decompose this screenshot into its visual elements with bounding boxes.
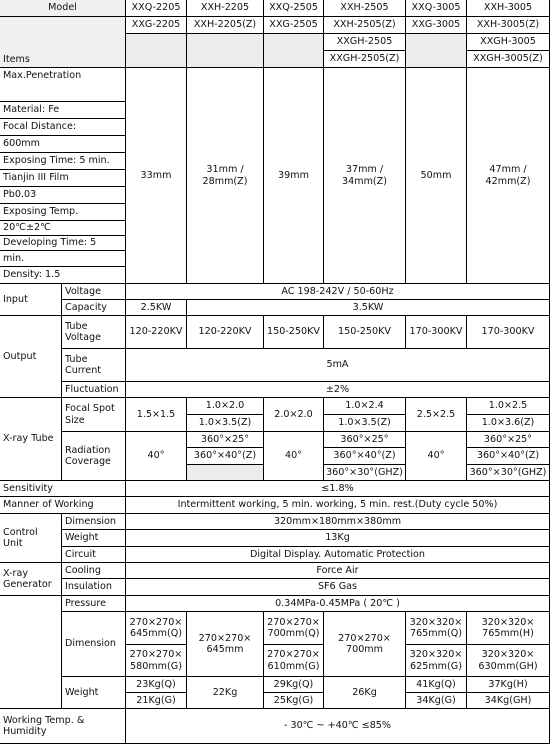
environment-label: Working Temp. & Humidity	[0, 709, 126, 744]
radiation-4b: 360°×40°(Z)	[324, 448, 406, 465]
penetration-condition: Material: Fe	[0, 102, 126, 119]
control-circuit-value: Digital Display. Automatic Protection	[126, 547, 550, 563]
control-dimension-value: 320mm×180mm×380mm	[126, 514, 550, 530]
gen-dimension-1b: 270×270× 580mm(G)	[126, 645, 187, 677]
focal-spot-3: 2.0×2.0	[264, 398, 324, 432]
gen-dimension-6b: 320×320× 630mm(GH)	[467, 645, 550, 677]
radiation-coverage-label: Radiation Coverage	[62, 432, 126, 481]
generator-dimension-label: Dimension	[62, 612, 126, 677]
focal-spot-1: 1.5×1.5	[126, 398, 187, 432]
output-tube-voltage-5: 170-300KV	[406, 316, 467, 349]
output-tube-voltage-2: 120-220KV	[187, 316, 264, 349]
penetration-value-4: 37mm / 34mm(Z)	[324, 68, 406, 284]
model-col4-c: XXGH-2505	[324, 34, 406, 51]
model-col3-b: XXG-2505	[264, 17, 324, 34]
radiation-2a: 360°×25°	[187, 432, 264, 448]
output-tube-voltage-6: 170-300KV	[467, 316, 550, 349]
model-col4-b: XXH-2505(Z)	[324, 17, 406, 34]
penetration-value-5: 50mm	[406, 68, 467, 284]
focal-spot-6b: 1.0×3.6(Z)	[467, 415, 550, 432]
penetration-condition: Tianjin III Film	[0, 170, 126, 187]
focal-spot-4b: 1.0×3.5(Z)	[324, 415, 406, 432]
output-label: Output	[0, 316, 62, 398]
environment-value: - 30℃ ~ +40℃ ≤85%	[126, 709, 550, 744]
focal-spot-2a: 1.0×2.0	[187, 398, 264, 415]
penetration-title: Max.Penetration	[0, 68, 126, 102]
focal-spot-4a: 1.0×2.4	[324, 398, 406, 415]
gen-weight-4: 26Kg	[324, 677, 406, 709]
gen-weight-1a: 23Kg(Q)	[126, 677, 187, 693]
focal-spot-5: 2.5×2.5	[406, 398, 467, 432]
penetration-value-3: 39mm	[264, 68, 324, 284]
input-capacity-value-2: 3.5KW	[187, 300, 550, 316]
gen-weight-6b: 34Kg(GH)	[467, 693, 550, 709]
model-col3-empty	[264, 34, 324, 68]
gen-dimension-5a: 320×320× 765mm(Q)	[406, 612, 467, 645]
pressure-label: Pressure	[62, 596, 126, 612]
radiation-6b: 360°×40°(Z)	[467, 448, 550, 465]
model-col6-b: XXH-3005(Z)	[467, 17, 550, 34]
gen-dimension-2: 270×270× 645mm	[187, 612, 264, 677]
input-voltage-label: Voltage	[62, 284, 126, 300]
model-col6-d: XXGH-3005(Z)	[467, 51, 550, 68]
penetration-condition: Focal Distance:	[0, 119, 126, 136]
generator-label: X-ray Generator	[0, 563, 62, 596]
gen-dimension-3b: 270×270× 610mm(G)	[264, 645, 324, 677]
model-col4-a: XXH-2505	[324, 0, 406, 17]
insulation-value: SF6 Gas	[126, 579, 550, 596]
working-label: Manner of Working	[0, 497, 126, 514]
gen-weight-3b: 25Kg(G)	[264, 693, 324, 709]
items-label: Items	[0, 17, 126, 68]
radiation-3: 40°	[264, 432, 324, 481]
gen-dimension-3a: 270×270× 700mm(Q)	[264, 612, 324, 645]
sensitivity-value: ≤1.8%	[126, 481, 550, 497]
gen-dimension-6a: 320×320× 765mm(H)	[467, 612, 550, 645]
radiation-2-empty	[187, 465, 264, 481]
radiation-6c: 360°×30°(GHZ)	[467, 465, 550, 481]
model-label: Model	[0, 0, 126, 17]
control-unit-label: Control Unit	[0, 514, 62, 563]
penetration-condition: Density: 1.5	[0, 267, 126, 284]
radiation-4a: 360°×25°	[324, 432, 406, 448]
penetration-condition: Exposing Time: 5 min.	[0, 153, 126, 170]
output-tube-voltage-4: 150-250KV	[324, 316, 406, 349]
output-tube-current-value: 5mA	[126, 349, 550, 382]
cooling-value: Force Air	[126, 563, 550, 579]
output-tube-current-label: Tube Current	[62, 349, 126, 382]
control-dimension-label: Dimension	[62, 514, 126, 530]
gen-dimension-5b: 320×320× 625mm(G)	[406, 645, 467, 677]
output-tube-voltage-1: 120-220KV	[126, 316, 187, 349]
cooling-label: Cooling	[62, 563, 126, 579]
model-col5-empty	[406, 34, 467, 68]
gen-weight-1b: 21Kg(G)	[126, 693, 187, 709]
control-circuit-label: Circuit	[62, 547, 126, 563]
output-fluctuation-value: ±2%	[126, 382, 550, 398]
control-weight-label: Weight	[62, 530, 126, 547]
input-capacity-value-1: 2.5KW	[126, 300, 187, 316]
model-col3-a: XXQ-2505	[264, 0, 324, 17]
pressure-value: 0.34MPa-0.45MPa ( 20℃ )	[126, 596, 550, 612]
penetration-condition: Pb0.03	[0, 187, 126, 204]
penetration-condition: Exposing Temp.	[0, 204, 126, 221]
model-col6-a: XXH-3005	[467, 0, 550, 17]
output-tube-voltage-3: 150-250KV	[264, 316, 324, 349]
sensitivity-label: Sensitivity	[0, 481, 126, 497]
gen-dimension-4: 270×270× 700mm	[324, 612, 406, 677]
control-weight-value: 13Kg	[126, 530, 550, 547]
penetration-condition: 600mm	[0, 136, 126, 153]
insulation-label: Insulation	[62, 579, 126, 596]
model-col1-a: XXQ-2205	[126, 0, 187, 17]
focal-spot-label: Focal Spot Size	[62, 398, 126, 432]
generator-bottom-gap	[0, 596, 62, 709]
gen-weight-5a: 41Kg(Q)	[406, 677, 467, 693]
model-col5-b: XXG-3005	[406, 17, 467, 34]
working-value: Intermittent working, 5 min. working, 5 min. rest.(Duty cycle 50%)	[126, 497, 550, 514]
model-col1-empty	[126, 34, 187, 68]
model-col2-b: XXH-2205(Z)	[187, 17, 264, 34]
output-tube-voltage-label: Tube Voltage	[62, 316, 126, 349]
focal-spot-2b: 1.0×3.5(Z)	[187, 415, 264, 432]
model-col2-a: XXH-2205	[187, 0, 264, 17]
xray-tube-label: X-ray Tube	[0, 398, 62, 481]
penetration-condition: Developing Time: 5	[0, 236, 126, 251]
gen-weight-3a: 29Kg(Q)	[264, 677, 324, 693]
model-col1-b: XXG-2205	[126, 17, 187, 34]
input-voltage-value: AC 198-242V / 50-60Hz	[126, 284, 550, 300]
penetration-value-1: 33mm	[126, 68, 187, 284]
radiation-4c: 360°×30°(GHZ)	[324, 465, 406, 481]
model-col4-d: XXGH-2505(Z)	[324, 51, 406, 68]
radiation-5: 40°	[406, 432, 467, 481]
penetration-condition: 20℃±2℃	[0, 221, 126, 236]
penetration-condition: min.	[0, 251, 126, 267]
model-col5-a: XXQ-3005	[406, 0, 467, 17]
penetration-value-2: 31mm / 28mm(Z)	[187, 68, 264, 284]
penetration-value-6: 47mm / 42mm(Z)	[467, 68, 550, 284]
gen-weight-6a: 37Kg(H)	[467, 677, 550, 693]
gen-weight-2: 22Kg	[187, 677, 264, 709]
radiation-6a: 360°×25°	[467, 432, 550, 448]
input-label: Input	[0, 284, 62, 316]
model-col2-empty	[187, 34, 264, 68]
radiation-1: 40°	[126, 432, 187, 481]
output-fluctuation-label: Fluctuation	[62, 382, 126, 398]
radiation-2b: 360°×40°(Z)	[187, 448, 264, 465]
gen-dimension-1a: 270×270× 645mm(Q)	[126, 612, 187, 645]
focal-spot-6a: 1.0×2.5	[467, 398, 550, 415]
input-capacity-label: Capacity	[62, 300, 126, 316]
model-col6-c: XXGH-3005	[467, 34, 550, 51]
generator-weight-label: Weight	[62, 677, 126, 709]
gen-weight-5b: 34Kg(G)	[406, 693, 467, 709]
